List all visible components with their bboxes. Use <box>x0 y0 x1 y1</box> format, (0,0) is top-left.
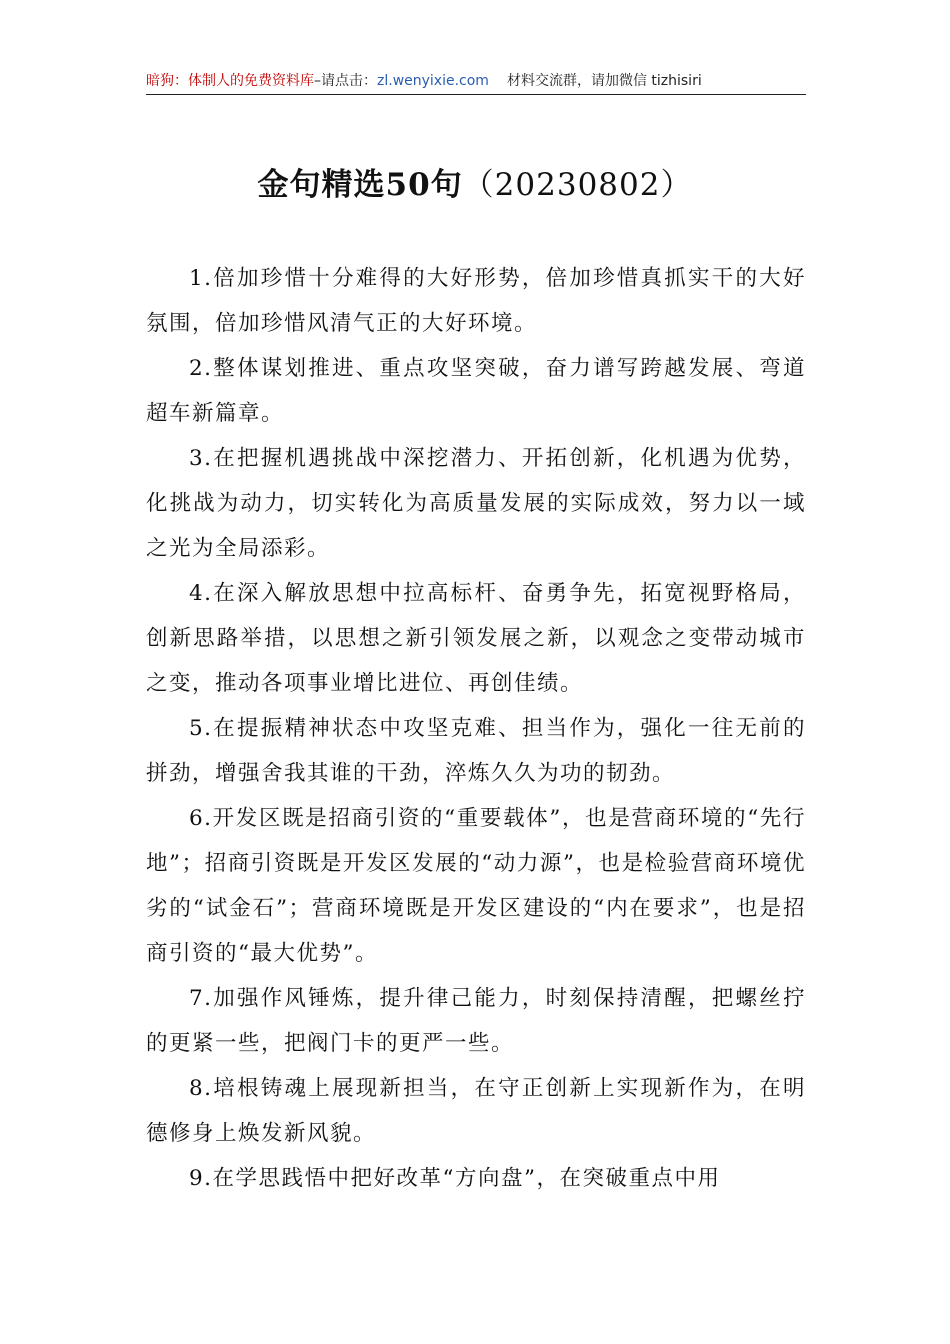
header-contact: 材料交流群，请加微信 tizhisiri <box>506 73 702 89</box>
paragraph-7: 7.加强作风锤炼，提升律己能力，时刻保持清醒，把螺丝拧的更紧一些，把阀门卡的更严一些。 <box>146 986 806 1056</box>
paragraph-1: 1.倍加珍惜十分难得的大好形势，倍加珍惜真抓实干的大好氛围，倍加珍惜风清气正的大好环境。 <box>146 266 806 336</box>
document-title <box>0 162 950 208</box>
header-brand: 暗狗：体制人的免费资料库 <box>146 73 314 89</box>
paragraph-6: 6.开发区既是招商引资的“重要载体”，也是营商环境的“先行地”；招商引资既是开发区发展的“动力源”，也是检验营商环境优劣的“试金石”；营商环境既是开发区建设的“内在要求”，也是招商引资的“最大优势”。 <box>146 806 806 966</box>
header-prompt: –请点击： <box>314 73 377 89</box>
paragraph-9: 9.在学思践悟中把好改革“方向盘”，在突破重点中用 <box>189 1166 721 1191</box>
title-date: （20230802） <box>462 167 693 203</box>
document-body <box>146 256 806 1201</box>
page-header <box>146 68 806 95</box>
paragraph-2: 2.整体谋划推进、重点攻坚突破，奋力谱写跨越发展、弯道超车新篇章。 <box>146 356 806 426</box>
title-main: 金句精选50句 <box>257 167 463 203</box>
paragraph-4: 4.在深入解放思想中拉高标杆、奋勇争先，拓宽视野格局，创新思路举措，以思想之新引领发展之新，以观念之变带动城市之变，推动各项事业增比进位、再创佳绩。 <box>146 581 806 696</box>
paragraph-8: 8.培根铸魂上展现新担当，在守正创新上实现新作为，在明德修身上焕发新风貌。 <box>146 1076 806 1146</box>
paragraph-3: 3.在把握机遇挑战中深挖潜力、开拓创新，化机遇为优势，化挑战为动力，切实转化为高质量发展的实际成效，努力以一域之光为全局添彩。 <box>146 446 806 561</box>
header-link[interactable]: zl.wenyixie.com <box>377 73 489 89</box>
paragraph-5: 5.在提振精神状态中攻坚克难、担当作为，强化一往无前的拼劲，增强舍我其谁的干劲，淬炼久久为功的韧劲。 <box>146 716 806 786</box>
